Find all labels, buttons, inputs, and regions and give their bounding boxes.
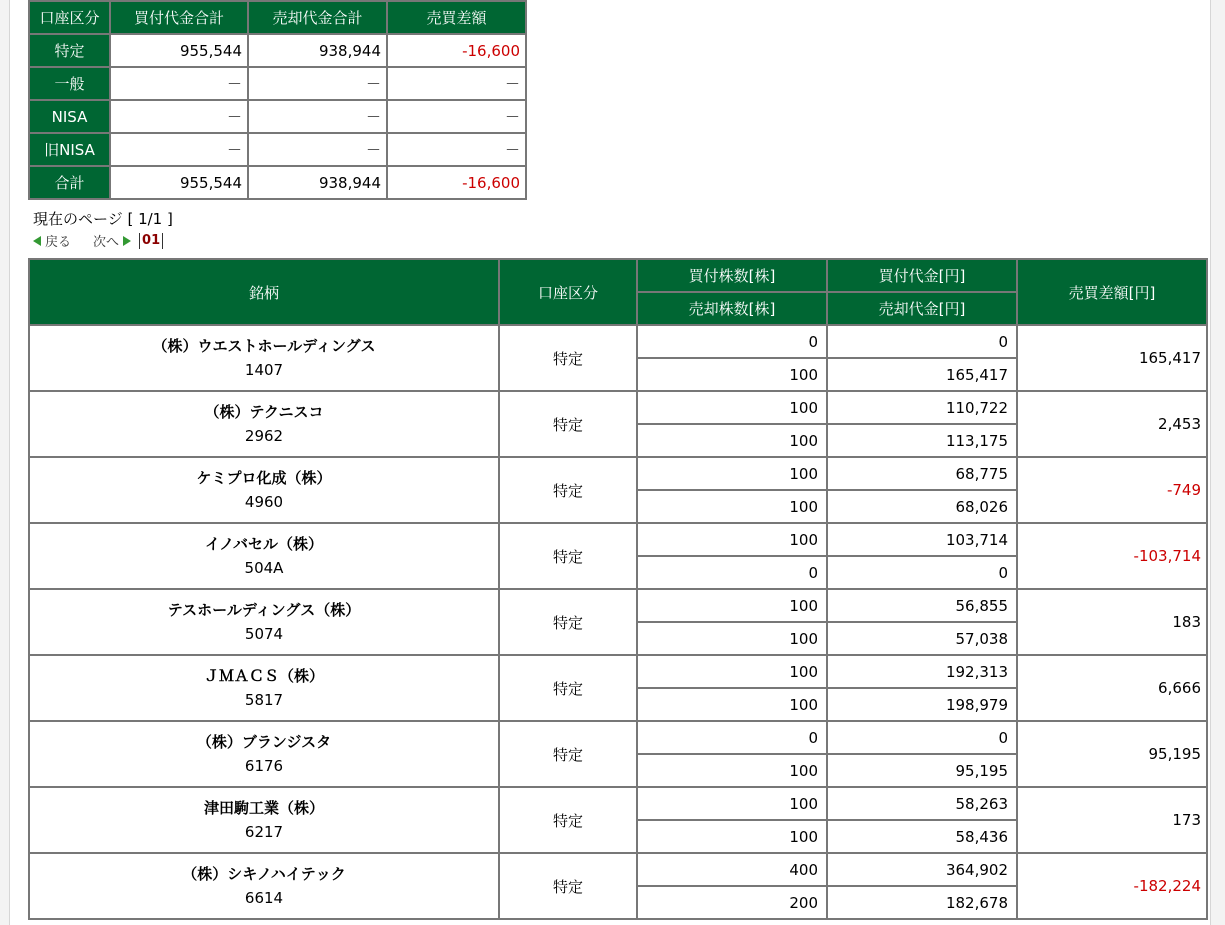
sell-amount: 95,195 xyxy=(828,755,1016,786)
sell-amount: 68,026 xyxy=(828,491,1016,522)
buy-quantity: 0 xyxy=(638,722,826,753)
summary-header-row xyxy=(30,2,525,33)
table-row xyxy=(30,524,1206,555)
pager xyxy=(33,231,163,250)
summary-header-account: 口座区分 xyxy=(30,2,109,33)
trade-difference: -182,224 xyxy=(1018,854,1206,918)
stock-code: 2962 xyxy=(244,427,284,445)
buy-amount: 192,313 xyxy=(828,656,1016,687)
stock-name-cell xyxy=(30,854,498,918)
stock-name-cell xyxy=(30,524,498,588)
sell-amount: 0 xyxy=(828,557,1016,588)
buy-quantity: 100 xyxy=(638,524,826,555)
buy-amount: 364,902 xyxy=(828,854,1016,885)
summary-buy-total: － xyxy=(111,134,247,165)
detail-header-sell-qty: 売却株数[株] xyxy=(638,293,826,324)
sell-quantity: 100 xyxy=(638,425,826,456)
prev-arrow-icon xyxy=(33,236,41,246)
stock-name: （株）シキノハイテック xyxy=(182,865,346,883)
stock-code: 6614 xyxy=(244,889,284,907)
buy-amount: 68,775 xyxy=(828,458,1016,489)
stock-name: （株）ブランジスタ xyxy=(196,733,332,751)
summary-row-label: 合計 xyxy=(30,167,109,198)
stock-name-cell xyxy=(30,788,498,852)
summary-sell-total: 938,944 xyxy=(249,167,386,198)
sell-quantity: 100 xyxy=(638,821,826,852)
sell-quantity: 100 xyxy=(638,359,826,390)
sell-quantity: 100 xyxy=(638,491,826,522)
account-type: 特定 xyxy=(500,458,636,522)
table-row xyxy=(30,458,1206,489)
table-row xyxy=(30,326,1206,357)
summary-buy-total: 955,544 xyxy=(111,167,247,198)
buy-amount: 103,714 xyxy=(828,524,1016,555)
buy-quantity: 100 xyxy=(638,656,826,687)
summary-diff: － xyxy=(388,68,525,99)
summary-header-diff: 売買差額 xyxy=(388,2,525,33)
summary-sell-total: － xyxy=(249,134,386,165)
stock-code: 1407 xyxy=(244,361,284,379)
detail-header-name: 銘柄 xyxy=(30,260,498,324)
stock-name: ケミプロ化成（株） xyxy=(196,469,332,487)
next-label: 次へ xyxy=(93,235,120,250)
table-row xyxy=(30,722,1206,753)
trade-difference: -749 xyxy=(1018,458,1206,522)
summary-row xyxy=(30,167,525,198)
trade-difference: 173 xyxy=(1018,788,1206,852)
buy-quantity: 100 xyxy=(638,788,826,819)
buy-quantity: 100 xyxy=(638,392,826,423)
right-scroll-rail xyxy=(1210,0,1225,925)
account-type: 特定 xyxy=(500,854,636,918)
next-link[interactable] xyxy=(93,231,131,250)
stock-name-cell xyxy=(30,722,498,786)
summary-row-label: 一般 xyxy=(30,68,109,99)
sell-amount: 58,436 xyxy=(828,821,1016,852)
sell-amount: 113,175 xyxy=(828,425,1016,456)
summary-row-label: NISA xyxy=(30,101,109,132)
summary-diff: － xyxy=(388,101,525,132)
left-scroll-rail xyxy=(0,0,10,925)
trade-difference: 2,453 xyxy=(1018,392,1206,456)
trade-detail-table xyxy=(28,258,1208,920)
summary-header-sell-total: 売却代金合計 xyxy=(249,2,386,33)
current-page-info: 現在のページ [ 1/1 ] xyxy=(33,210,173,228)
stock-code: 504A xyxy=(244,559,284,577)
trade-difference: 6,666 xyxy=(1018,656,1206,720)
trade-difference: 165,417 xyxy=(1018,326,1206,390)
account-type: 特定 xyxy=(500,722,636,786)
sell-quantity: 100 xyxy=(638,689,826,720)
account-type: 特定 xyxy=(500,326,636,390)
trade-difference: -103,714 xyxy=(1018,524,1206,588)
table-row xyxy=(30,590,1206,621)
account-type: 特定 xyxy=(500,392,636,456)
buy-quantity: 100 xyxy=(638,590,826,621)
stock-name: （株）テクニスコ xyxy=(204,403,324,421)
summary-row xyxy=(30,68,525,99)
buy-amount: 110,722 xyxy=(828,392,1016,423)
detail-header-buy-qty: 買付株数[株] xyxy=(638,260,826,291)
summary-sell-total: － xyxy=(249,101,386,132)
stock-name: ＪＭＡＣＳ（株） xyxy=(203,667,324,685)
summary-header-buy-total: 買付代金合計 xyxy=(111,2,247,33)
buy-amount: 0 xyxy=(828,722,1016,753)
account-type: 特定 xyxy=(500,788,636,852)
detail-header-sell-amt: 売却代金[円] xyxy=(828,293,1016,324)
stock-name: 津田駒工業（株） xyxy=(203,799,324,817)
trade-difference: 95,195 xyxy=(1018,722,1206,786)
stock-name-cell xyxy=(30,458,498,522)
sell-quantity: 0 xyxy=(638,557,826,588)
stock-code: 5074 xyxy=(244,625,284,643)
stock-code: 4960 xyxy=(244,493,284,511)
summary-buy-total: 955,544 xyxy=(111,35,247,66)
summary-sell-total: 938,944 xyxy=(249,35,386,66)
table-row xyxy=(30,788,1206,819)
buy-quantity: 400 xyxy=(638,854,826,885)
stock-name-cell xyxy=(30,656,498,720)
stock-name-cell xyxy=(30,326,498,390)
buy-quantity: 100 xyxy=(638,458,826,489)
next-arrow-icon xyxy=(123,236,131,246)
page-separator xyxy=(162,233,163,249)
page-number-link[interactable]: 01 xyxy=(142,233,161,248)
prev-link[interactable] xyxy=(33,231,71,250)
summary-diff: -16,600 xyxy=(388,167,525,198)
summary-sell-total: － xyxy=(249,68,386,99)
summary-diff: -16,600 xyxy=(388,35,525,66)
prev-label: 戻る xyxy=(45,235,72,250)
stock-name: テスホールディングス（株） xyxy=(167,601,361,619)
buy-amount: 56,855 xyxy=(828,590,1016,621)
summary-row xyxy=(30,134,525,165)
detail-header-account: 口座区分 xyxy=(500,260,636,324)
account-type: 特定 xyxy=(500,524,636,588)
stock-name: （株）ウエストホールディングス xyxy=(152,337,376,355)
table-row xyxy=(30,392,1206,423)
trade-difference: 183 xyxy=(1018,590,1206,654)
account-summary-table xyxy=(28,0,527,200)
stock-name: イノバセル（株） xyxy=(205,535,323,553)
summary-row-label: 特定 xyxy=(30,35,109,66)
stock-code: 6176 xyxy=(244,757,284,775)
summary-row-label: 旧NISA xyxy=(30,134,109,165)
table-row xyxy=(30,656,1206,687)
sell-quantity: 200 xyxy=(638,887,826,918)
detail-header-diff: 売買差額[円] xyxy=(1018,260,1206,324)
account-type: 特定 xyxy=(500,590,636,654)
summary-row xyxy=(30,35,525,66)
stock-code: 6217 xyxy=(244,823,284,841)
stock-name-cell xyxy=(30,392,498,456)
buy-amount: 0 xyxy=(828,326,1016,357)
stock-name-cell xyxy=(30,590,498,654)
sell-amount: 57,038 xyxy=(828,623,1016,654)
summary-diff: － xyxy=(388,134,525,165)
summary-buy-total: － xyxy=(111,68,247,99)
sell-amount: 182,678 xyxy=(828,887,1016,918)
sell-quantity: 100 xyxy=(638,623,826,654)
summary-row xyxy=(30,101,525,132)
buy-quantity: 0 xyxy=(638,326,826,357)
summary-buy-total: － xyxy=(111,101,247,132)
detail-header-buy-amt: 買付代金[円] xyxy=(828,260,1016,291)
sell-quantity: 100 xyxy=(638,755,826,786)
sell-amount: 165,417 xyxy=(828,359,1016,390)
detail-header-row xyxy=(30,260,1206,291)
stock-code: 5817 xyxy=(244,691,284,709)
buy-amount: 58,263 xyxy=(828,788,1016,819)
sell-amount: 198,979 xyxy=(828,689,1016,720)
account-type: 特定 xyxy=(500,656,636,720)
table-row xyxy=(30,854,1206,885)
